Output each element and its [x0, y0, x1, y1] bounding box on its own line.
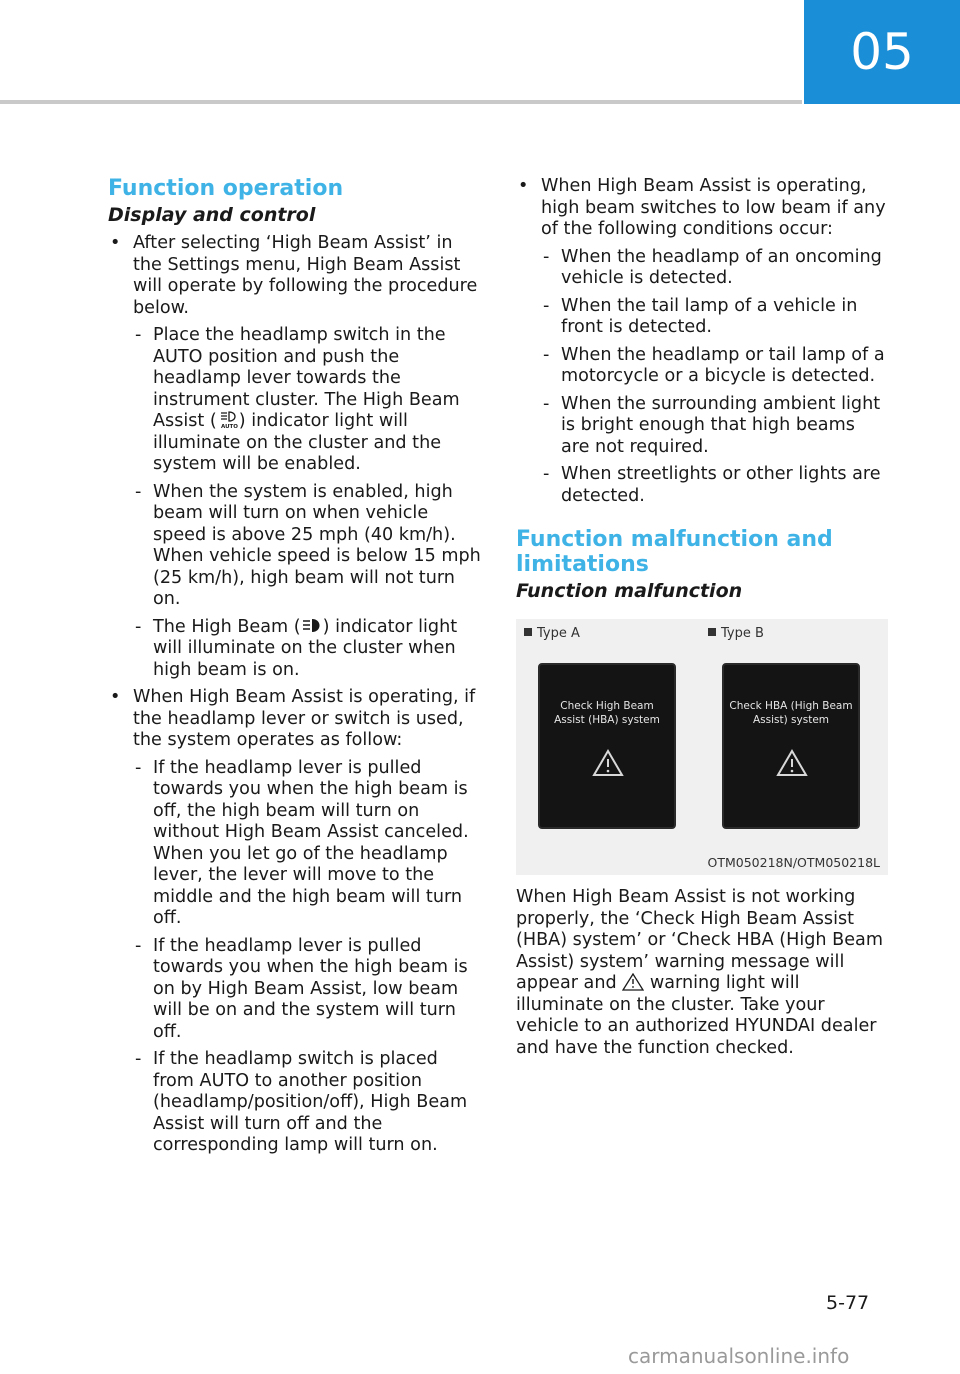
dash-item: - The High Beam ( ) indicator light will illuminate on the cluster when high beam is on.	[135, 616, 458, 680]
dash-text: If the headlamp switch is placed from AUTO to another position (headlamp/position/off), High Beam Assist will turn off and the corresponding lamp will turn on.	[153, 1049, 468, 1155]
high-beam-icon	[301, 617, 323, 635]
dash-text: When the surrounding ambient light is bright enough that high beams are not required.	[561, 393, 881, 457]
screen-message: Check HBA (High Beam Assist) system	[729, 700, 853, 726]
figure-code: OTM050218N/OTM050218L	[707, 854, 880, 870]
bullet-dot: •	[110, 233, 121, 253]
square-icon	[708, 628, 716, 636]
bullet-text: After selecting ‘High Beam Assist’ in the Settings menu, High Beam Assist will operate by following the procedure below.	[133, 233, 478, 318]
square-icon	[524, 628, 532, 636]
dash-text-cont: ) indicator light will illuminate on the cluster and the system will be enabled.	[153, 411, 442, 474]
chapter-tab	[804, 0, 960, 104]
dash-item: - If the headlamp lever is pulled towards you when the high beam is on by High Beam Assist, low beam will be on and the system will turn off.	[135, 935, 468, 1042]
warning-triangle-icon	[592, 749, 624, 777]
subsection-title-malfunction: Function malfunction	[516, 580, 743, 602]
bullet-list	[108, 233, 484, 1157]
dash-text: Place the headlamp switch in the AUTO position and push the headlamp lever towards the instrument cluster. The High Beam Assist (	[153, 325, 460, 431]
dash-text-cont: ) indicator light will illuminate on the cluster when high beam is on.	[153, 616, 458, 680]
dash-text: When streetlights or other lights are detected.	[561, 464, 881, 506]
dash-text: The High Beam (	[153, 616, 301, 637]
dash-text: When the tail lamp of a vehicle in front is detected.	[561, 295, 858, 337]
section-title-function-operation: Function operation	[108, 176, 344, 201]
warning-triangle-icon	[776, 749, 808, 777]
bullet-item	[108, 233, 484, 681]
bullet-dot: •	[110, 687, 121, 707]
dash-item: - Place the headlamp switch in the AUTO position and push the headlamp lever towards the instrument cluster. The High Beam Assist ( AUTO ) indicator light will illuminate on the cluster and the system will be enabled.	[135, 325, 460, 474]
dash-item: - When the system is enabled, high beam will turn on when vehicle speed is above 25 mph (40 km/h). When vehicle speed is below 15 mph (25 km/h), high beam will not turn on.	[135, 481, 481, 609]
dash-item: - When the surrounding ambient light is bright enough that high beams are not required.	[543, 393, 881, 457]
cluster-warning-figure	[516, 619, 888, 875]
bullet-dot: •	[518, 176, 529, 196]
bullet-item	[516, 176, 888, 507]
bullet-item	[108, 687, 484, 1157]
dash-item: - When the headlamp or tail lamp of a motorcycle or a bicycle is detected.	[543, 344, 885, 386]
subsection-title-display-control: Display and control	[108, 204, 316, 226]
dash-text: If the headlamp lever is pulled towards you when the high beam is on by High Beam Assist, low beam will be on and the system will turn off.	[153, 935, 468, 1042]
svg-text:AUTO: AUTO	[220, 424, 238, 429]
left-column	[108, 176, 484, 1163]
dash-item: - If the headlamp switch is placed from AUTO to another position (headlamp/position/off), High Beam Assist will turn off and the corresponding lamp will turn on.	[135, 1049, 468, 1155]
bullet-list	[516, 176, 888, 507]
dash-item: - When the tail lamp of a vehicle in front is detected.	[543, 295, 858, 337]
high-beam-assist-icon	[217, 411, 239, 429]
dash-item: - When the headlamp of an oncoming vehicle is detected.	[543, 246, 882, 288]
type-a-label: Type A	[524, 623, 580, 645]
right-column	[516, 176, 888, 1059]
malfunction-paragraph: When High Beam Assist is not working properly, the ‘Check High Beam Assist (HBA) system’ or ‘Check HBA (High Beam Assist) system’ warning message will appear and warning light will illuminate on the cluster. Take your vehicle to an authorized HYUNDAI dealer and have the function checked.	[516, 887, 883, 1058]
dash-list	[133, 758, 484, 1157]
warning-triangle-icon	[622, 973, 644, 991]
cluster-screen-type-a	[538, 663, 676, 829]
dash-item: - If the headlamp lever is pulled towards you when the high beam is off, the high beam will turn on without High Beam Assist canceled. When you let go of the headlamp lever, the lever will move to the middle and the high beam will turn off.	[135, 757, 469, 928]
chapter-number: 05	[850, 23, 914, 81]
cluster-screen-type-b	[722, 663, 860, 829]
bullet-text: When High Beam Assist is operating, if the headlamp lever or switch is used, the system operates as follow:	[133, 687, 476, 750]
dash-list	[133, 325, 484, 681]
type-b-label: Type B	[708, 623, 764, 645]
dash-list	[541, 247, 888, 508]
dash-text: When the headlamp or tail lamp of a motorcycle or a bicycle is detected.	[561, 344, 885, 386]
header-rule	[0, 100, 802, 104]
screen-message: Check High Beam Assist (HBA) system	[554, 700, 660, 726]
section-title-malfunction: Function malfunction and limitations	[516, 527, 833, 577]
dash-text: If the headlamp lever is pulled towards you when the high beam is off, the high beam will turn on without High Beam Assist canceled. When you let go of the headlamp lever, the lever will move to the middle and the high beam will turn off.	[153, 757, 469, 928]
bullet-text: When High Beam Assist is operating, high beam switches to low beam if any of the following conditions occur:	[541, 176, 886, 239]
page-number: 5-77	[826, 1292, 870, 1314]
watermark: carmanualsonline.info	[628, 1344, 850, 1368]
dash-item: - When streetlights or other lights are detected.	[543, 464, 881, 506]
dash-text: When the headlamp of an oncoming vehicle is detected.	[561, 246, 882, 288]
dash-text: When the system is enabled, high beam will turn on when vehicle speed is above 25 mph (40 km/h). When vehicle speed is below 15 mph (25 km/h), high beam will not turn on.	[153, 481, 481, 609]
